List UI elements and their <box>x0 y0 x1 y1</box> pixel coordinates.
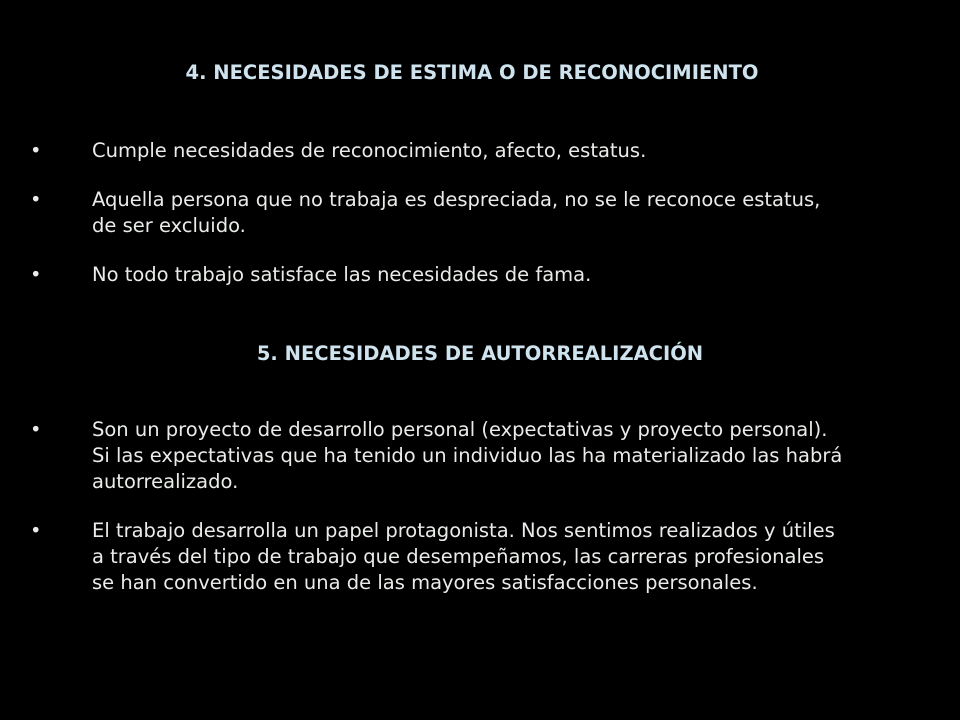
bullet-dot: • <box>30 263 42 286</box>
bullet-text <box>92 187 932 239</box>
bullet-line: No todo trabajo satisface las necesidades de fama. <box>92 263 592 286</box>
bullet-dot: • <box>30 188 42 211</box>
bullet-text <box>92 138 932 164</box>
section-5-title: 5. NECESIDADES DE AUTORREALIZACIÓN <box>256 342 704 365</box>
bullet-line: Aquella persona que no trabaja es despreciada, no se le reconoce estatus, <box>92 188 821 211</box>
bullet-text <box>92 262 932 288</box>
bullet-line: El trabajo desarrolla un papel protagonista. Nos sentimos realizados y útiles <box>92 519 835 542</box>
bullet-line: a través del tipo de trabajo que desempeñamos, las carreras profesionales <box>92 545 825 568</box>
bullet-line: de ser excluido. <box>92 214 246 237</box>
bullet-line: Son un proyecto de desarrollo personal (expectativas y proyecto personal). <box>92 418 828 441</box>
bullet-line: se han convertido en una de las mayores satisfacciones personales. <box>92 571 758 594</box>
bullet-text <box>92 518 932 596</box>
bullet-dot: • <box>30 519 42 542</box>
bullet-line: Cumple necesidades de reconocimiento, afecto, estatus. <box>92 139 647 162</box>
bullet-dot: • <box>30 418 42 441</box>
bullet-text <box>92 417 932 495</box>
bullet-dot: • <box>30 139 42 162</box>
bullet-line: autorrealizado. <box>92 470 239 493</box>
bullet-line: Si las expectativas que ha tenido un individuo las ha materializado las habrá <box>92 444 843 467</box>
section-4-title: 4. NECESIDADES DE ESTIMA O DE RECONOCIMIENTO <box>185 61 759 84</box>
